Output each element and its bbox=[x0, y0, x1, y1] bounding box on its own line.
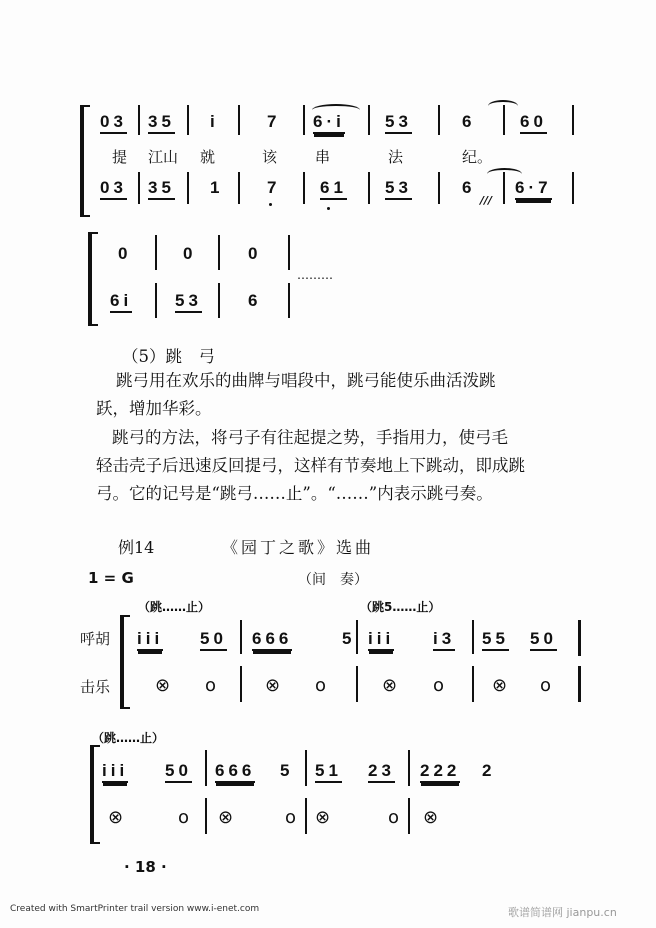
note: 51 bbox=[315, 761, 342, 783]
bowing-mark: （跳……止） bbox=[138, 600, 211, 614]
barline bbox=[218, 235, 220, 270]
paragraph-line: 跳弓的方法，将弓子有往起提之势，手指用力，使弓毛 bbox=[112, 428, 508, 447]
percussion-rest: o bbox=[433, 675, 445, 696]
percussion-rest: o bbox=[285, 807, 297, 828]
continuation-dots: ……… bbox=[297, 268, 333, 282]
barline bbox=[288, 235, 290, 270]
percussion-rest: o bbox=[315, 675, 327, 696]
note: iii bbox=[137, 629, 163, 651]
barline bbox=[305, 798, 307, 834]
barline bbox=[356, 666, 358, 702]
paragraph-line: 跳弓用在欢乐的曲牌与唱段中，跳弓能使乐曲活泼跳 bbox=[116, 371, 496, 390]
note: 03 bbox=[100, 112, 127, 134]
note: i3 bbox=[433, 629, 455, 651]
note: 60 bbox=[520, 112, 547, 134]
note: 6i bbox=[110, 291, 132, 313]
note: 53 bbox=[385, 178, 412, 200]
barline bbox=[368, 172, 370, 204]
note: 35 bbox=[148, 112, 175, 134]
barline bbox=[138, 172, 140, 204]
lyric: 提 bbox=[112, 148, 128, 166]
section-label: （间 奏） bbox=[298, 572, 368, 588]
note: 0 bbox=[183, 244, 197, 263]
barline bbox=[503, 105, 505, 135]
barline bbox=[408, 750, 410, 786]
system-bracket bbox=[88, 232, 98, 326]
note: 61 bbox=[320, 178, 347, 200]
system-bracket bbox=[120, 615, 130, 709]
barline bbox=[438, 105, 440, 135]
barline bbox=[572, 172, 574, 204]
note: 03 bbox=[100, 178, 127, 200]
note: 50 bbox=[530, 629, 557, 651]
lyric: 该 bbox=[262, 148, 278, 166]
lyric: 法 bbox=[388, 148, 404, 166]
note: 666 bbox=[215, 761, 255, 783]
note: 53 bbox=[175, 291, 202, 313]
percussion-rest: o bbox=[205, 675, 217, 696]
percussion-hit: ⊗ bbox=[315, 807, 331, 828]
barline bbox=[218, 283, 220, 318]
watermark: 歌谱简谱网 jianpu.cn bbox=[508, 906, 617, 919]
percussion-hit: ⊗ bbox=[108, 807, 124, 828]
tremolo-mark: /// bbox=[480, 194, 493, 207]
barline bbox=[578, 620, 581, 656]
note: 2 bbox=[482, 761, 496, 780]
percussion-hit: ⊗ bbox=[492, 675, 508, 696]
barline bbox=[240, 666, 242, 702]
note: 6 bbox=[462, 112, 476, 131]
bowing-mark: （跳……止） bbox=[92, 731, 165, 745]
part-label: 击乐 bbox=[80, 678, 111, 696]
barline bbox=[408, 798, 410, 834]
percussion-hit: ⊗ bbox=[423, 807, 439, 828]
note: 50 bbox=[165, 761, 192, 783]
key-signature: 1 = G bbox=[88, 569, 134, 587]
note: 5 bbox=[342, 629, 356, 648]
note: 222 bbox=[420, 761, 460, 783]
note: 5 bbox=[280, 761, 294, 780]
note: i bbox=[210, 112, 219, 131]
barline bbox=[472, 620, 474, 654]
barline bbox=[238, 172, 240, 204]
note: 53 bbox=[385, 112, 412, 134]
lyric: 纪。 bbox=[462, 148, 493, 166]
note: iii bbox=[102, 761, 128, 783]
note: 0 bbox=[248, 244, 262, 263]
note: 666 bbox=[252, 629, 292, 651]
barline bbox=[205, 798, 207, 834]
percussion-rest: o bbox=[178, 807, 190, 828]
barline bbox=[155, 283, 157, 318]
note: 6 bbox=[462, 178, 476, 197]
barline bbox=[303, 105, 305, 135]
note: 6 bbox=[248, 291, 262, 310]
note: 1 bbox=[210, 178, 224, 197]
barline bbox=[578, 666, 581, 702]
barline bbox=[238, 105, 240, 135]
barline bbox=[305, 750, 307, 786]
barline bbox=[187, 172, 189, 204]
bowing-mark: （跳5……止） bbox=[360, 600, 441, 614]
barline bbox=[138, 105, 140, 135]
system-bracket bbox=[90, 745, 100, 844]
barline bbox=[438, 172, 440, 204]
percussion-hit: ⊗ bbox=[382, 675, 398, 696]
lyric: 就 bbox=[200, 148, 216, 166]
section-title: （5）跳 弓 bbox=[122, 347, 215, 366]
percussion-hit: ⊗ bbox=[218, 807, 234, 828]
page-number: · 18 · bbox=[124, 858, 167, 876]
note: 0 bbox=[118, 244, 132, 263]
barline bbox=[240, 620, 242, 654]
percussion-rest: o bbox=[540, 675, 552, 696]
barline bbox=[356, 620, 358, 654]
barline bbox=[572, 105, 574, 135]
note: 7 bbox=[267, 178, 281, 197]
paragraph-line: 跃，增加华彩。 bbox=[96, 399, 212, 418]
note: 50 bbox=[200, 629, 227, 651]
example-title: 《园丁之歌》选曲 bbox=[222, 538, 375, 557]
barline bbox=[368, 105, 370, 135]
example-number: 例14 bbox=[118, 538, 155, 557]
barline bbox=[187, 105, 189, 135]
low-octave-dot bbox=[327, 207, 330, 210]
lyric: 串 bbox=[315, 148, 331, 166]
part-label: 呼胡 bbox=[80, 630, 111, 648]
percussion-hit: ⊗ bbox=[155, 675, 171, 696]
low-octave-dot bbox=[269, 203, 272, 206]
barline bbox=[472, 666, 474, 702]
note: 55 bbox=[482, 629, 509, 651]
barline bbox=[503, 172, 505, 204]
barline bbox=[205, 750, 207, 786]
percussion-hit: ⊗ bbox=[265, 675, 281, 696]
note: 7 bbox=[267, 112, 281, 131]
note: 6·i bbox=[313, 112, 345, 134]
barline bbox=[288, 283, 290, 318]
paragraph-line: 轻击壳子后迅速反回提弓，这样有节奏地上下跳动，即成跳 bbox=[96, 456, 525, 475]
barline bbox=[155, 235, 157, 270]
footer-credit: Created with SmartPrinter trail version www.i-enet.com bbox=[10, 904, 260, 914]
note: iii bbox=[368, 629, 394, 651]
note: 35 bbox=[148, 178, 175, 200]
note: 6·7 bbox=[515, 178, 552, 200]
paragraph-line: 弓。它的记号是“跳弓……止”。“……”内表示跳弓奏。 bbox=[96, 484, 493, 503]
percussion-rest: o bbox=[388, 807, 400, 828]
note: 23 bbox=[368, 761, 395, 783]
system-bracket bbox=[80, 105, 90, 217]
barline bbox=[303, 172, 305, 204]
lyric: 江山 bbox=[148, 148, 179, 166]
